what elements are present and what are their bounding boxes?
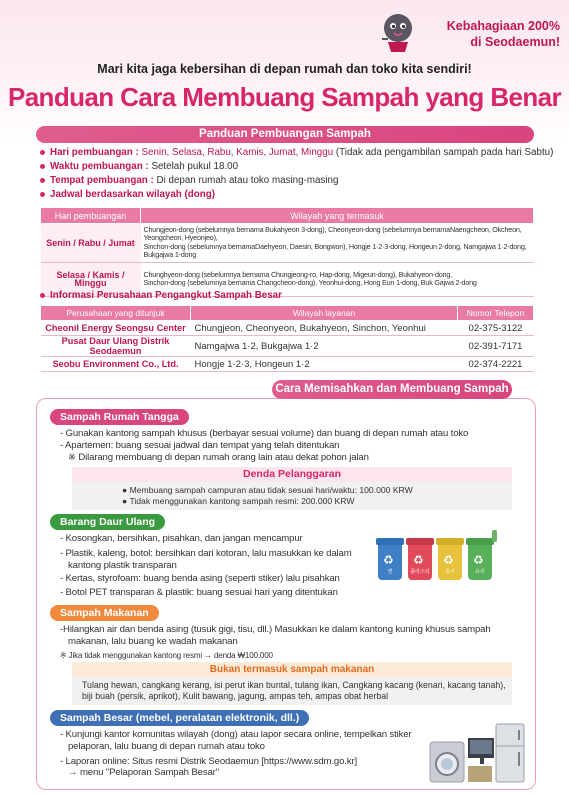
tagline-line1: Kebahagiaan 200%: [446, 19, 560, 33]
table-row: [41, 357, 534, 372]
fine-line1: ● Membuang sampah campuran atau tidak sesuai hari/waktu: 100.000 KRW: [122, 485, 413, 495]
company-name: Seobu Environment Co., Ltd.: [41, 357, 191, 372]
header-phone: Nomor Telepon: [458, 306, 534, 321]
bullet-icon: [40, 164, 45, 169]
company-area: Namgajwa 1·2, Bukgajwa 1·2: [191, 336, 458, 357]
companies-label: Informasi Perusahaan Pengangkut Sampah Besar: [50, 290, 282, 301]
separation-title: Cara Memisahkan dan Membuang Sampah: [272, 380, 512, 399]
company-phone[interactable]: 02-374-2221: [458, 357, 534, 372]
companies-label-row: [40, 289, 282, 303]
header-company: Perusahaan yang ditunjuk: [41, 306, 191, 321]
info-place: Tempat pembuangan : Di depan rumah atau toko masing-masing: [40, 174, 540, 188]
tagline: [420, 18, 560, 50]
not-food-box: Tulang hewan, cangkang kerang, isi perut ikan buntal, tulang ikan, Cangkang kacang (kenari, kacang tanah), biji buah (persik, aprikot), Kulit bawang, jagung, ampas teh, ampas obat herbal: [72, 677, 512, 705]
recycle-text: - Kosongkan, bersihkan, pisahkan, dan jangan mencampur - Plastik, kaleng, botol: bersihkan dari kotoran, lalu masukkan ke dalam kantong plastik transparan - Kertas, styrofoam: buang benda asing (seperti stiker) lalu pisahkan - Botol PET transparan & plastik: buang sesuai hari yang ditentukan: [60, 533, 352, 599]
bullet-icon: [40, 150, 45, 155]
bin-glass-icon: ♻ 유리: [468, 544, 492, 580]
table-row: [41, 224, 534, 263]
bullet-icon: [40, 293, 45, 298]
mascot-illustration: [378, 10, 418, 54]
guide-bar: Panduan Pembuangan Sampah: [36, 126, 534, 143]
schedule-areas: Chunghyeon-dong (sebelumnya bernama Chungjeong-ro, Hap-dong, Migeun-dong), Bukahyeon-dong, Sinchon-dong (sebelumnya bernama Changcheon-dong), Yeonhui-dong, Hong Eun 1-dong, Buk Gajwa 2-dong: [141, 262, 534, 296]
company-phone[interactable]: 02-391-7171: [458, 336, 534, 357]
bin-plastic-icon: ♻ 플라스틱: [408, 544, 432, 580]
schedule-table: [40, 207, 534, 297]
fine-line2: ● Tidak menggunakan kantong sampah resmi: 200.000 KRW: [122, 496, 355, 506]
header-areas: Wilayah yang termasuk: [141, 208, 534, 224]
tagline-line2: di Seodaemun!: [470, 35, 560, 49]
large-text: - Kunjungi kantor komunitas wilayah (dong) atau lapor secara online, tempelkan stiker pelaporan, lalu buang di depan rumah atau toko - Laporan online: Situs resmi Distrik Seodaemun [https://www.sdm.go.kr] → menu "Pelaporan Sampah Besar": [60, 729, 412, 779]
company-area: Chungjeon, Cheonyeon, Bukahyeon, Sinchon, Yeonhui: [191, 321, 458, 336]
info-schedule: Jadwal berdasarkan wilayah (dong): [40, 188, 540, 202]
info-days: Hari pembuangan : Senin, Selasa, Rabu, Kamis, Jumat, Minggu (Tidak ada pengambilan sampah pada hari Sabtu): [40, 146, 540, 160]
recycle-label: Barang Daur Ulang: [50, 514, 165, 530]
household-text: - Gunakan kantong sampah khusus (berbayar sesuai volume) dan buang di depan rumah atau toko - Apartemen: buang sesuai jadwal dan tempat yang telah ditentukan ※ Dilarang membuang di depan rumah orang lain atau dekat pohon jalan: [60, 428, 469, 463]
table-row: [41, 321, 534, 336]
page-title: Panduan Cara Membuang Sampah yang Benar: [7, 82, 562, 112]
bullet-icon: [40, 192, 45, 197]
appliances-illustration: [428, 722, 528, 784]
bin-can-icon: ♻ 캔: [378, 544, 402, 580]
fine-box: [72, 482, 512, 510]
table-row: [41, 336, 534, 357]
fine-title: Denda Pelanggaran: [72, 467, 512, 482]
large-label: Sampah Besar (mebel, peralatan elektronik, dll.): [50, 710, 309, 726]
company-name: Pusat Daur Ulang Distrik Seodaemun: [41, 336, 191, 357]
info-time: Waktu pembuangan : Setelah pukul 18.00: [40, 160, 540, 174]
schedule-day: Senin / Rabu / Jumat: [41, 224, 141, 263]
recycling-bins-illustration: [374, 530, 514, 586]
not-food-title: Bukan termasuk sampah makanan: [72, 662, 512, 677]
household-label: Sampah Rumah Tangga: [50, 409, 189, 425]
bottle-icon: [492, 530, 497, 542]
bin-paper-icon: ♻ 종이: [438, 544, 462, 580]
food-text: -Hilangkan air dan benda asing (tusuk gigi, tisu, dll.) Masukkan ke dalam kantong kuning khusus sampah makanan, lalu buang ke wadah makanan ※ Jika tidak menggunakan kantong resmi → denda ₩100.000: [60, 624, 491, 660]
bullet-icon: [40, 178, 45, 183]
page-subtitle: Mari kita jaga kebersihan di depan rumah dan toko kita sendiri!: [97, 62, 472, 76]
header-day: Hari pembuangan: [41, 208, 141, 224]
schedule-areas: Chungjeon-dong (sebelumnya bernama Bukahyeon 3-dong), Cheonyeon-dong (sebelumnya bernamaNaengcheon, Okcheon, Yeongcheon, Hyeonjeo), Sinchon-dong (sebelumnya bernamaDaehyeon, Daesin, Bongwon), Hongje 1·2·3-dong, Hongeun 2-dong, Namgajwa 1·2-dong, Bukgajwa 1-dong: [141, 224, 534, 263]
company-phone[interactable]: 02-375-3122: [458, 321, 534, 336]
food-label: Sampah Makanan: [50, 605, 159, 621]
company-name: Cheonil Energy Seongsu Center: [41, 321, 191, 336]
guide-info: [40, 146, 554, 202]
companies-table: [40, 305, 534, 372]
schedule-day: Selasa / Kamis / Minggu: [41, 262, 141, 296]
company-area: Hongje 1·2·3, Hongeun 1·2: [191, 357, 458, 372]
header-area: Wilayah layanan: [191, 306, 458, 321]
